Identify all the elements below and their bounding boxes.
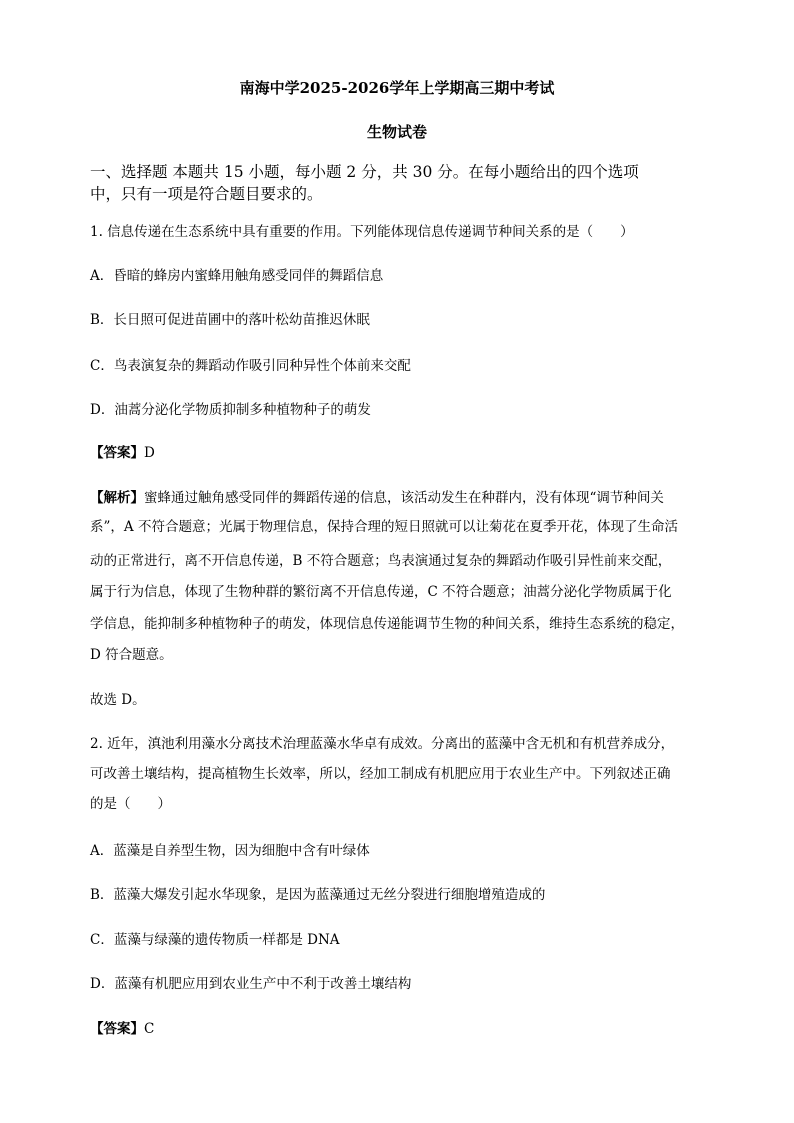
q1-answer-label: 【答案】	[90, 445, 144, 461]
q1-option-c: C．鸟表演复杂的舞蹈动作吸引同种异性个体前来交配	[90, 358, 411, 374]
section-instructions-line-1: 一、选择题 本题共 15 小题，每小题 2 分，共 30 分。在每小题给出的四个选项	[90, 163, 639, 181]
q2-stem-line-3: 的是（ ）	[90, 796, 171, 812]
exam-title: 南海中学2025-2026学年上学期高三期中考试	[239, 79, 555, 97]
q1-analysis-line-1	[90, 488, 710, 508]
q2-answer-label: 【答案】	[90, 1021, 144, 1037]
q1-option-a: A．昏暗的蜂房内蜜蜂用触角感受同伴的舞蹈信息	[90, 268, 384, 284]
q2-option-c: C．蓝藻与绿藻的遗传物质一样都是 DNA	[90, 932, 340, 948]
q1-analysis-line-5: 学信息，能抑制多种植物种子的萌发，体现信息传递能调节生物的种间关系，维持生态系统的稳定，	[90, 616, 684, 632]
q2-option-d: D．蓝藻有机肥应用到农业生产中不利于改善土壤结构	[90, 976, 412, 992]
q1-conclusion: 故选 D。	[90, 692, 146, 708]
q1-analysis-line-4: 属于行为信息，体现了生物种群的繁衍离不开信息传递，C 不符合题意；油蒿分泌化学物质属于化	[90, 584, 672, 600]
q1-analysis-line-6: D 符合题意。	[90, 647, 173, 663]
q1-answer	[90, 443, 710, 463]
subject-title: 生物试卷	[366, 123, 427, 141]
q2-stem-line-2: 可改善土壤结构，提高植物生长效率，所以，经加工制成有机肥应用于农业生产中。下列叙述正确	[90, 766, 671, 782]
q1-option-b: B．长日照可促进苗圃中的落叶松幼苗推迟休眠	[90, 312, 370, 328]
q2-answer	[90, 1019, 710, 1039]
q1-answer-value: D	[144, 445, 155, 461]
q1-analysis-label: 【解析】	[90, 490, 144, 506]
q2-answer-value: C	[144, 1021, 155, 1037]
q2-stem-line-1: 2. 近年，滇池利用藻水分离技术治理蓝藻水华卓有成效。分离出的蓝藻中含无机和有机营养成分，	[90, 736, 675, 752]
q1-analysis-line-3: 动的正常进行，离不开信息传递，B 不符合题意；鸟表演通过复杂的舞蹈动作吸引异性前来交配，	[90, 553, 672, 569]
q2-option-a: A．蓝藻是自养型生物，因为细胞中含有叶绿体	[90, 843, 370, 859]
q2-option-b: B．蓝藻大爆发引起水华现象，是因为蓝藻通过无丝分裂进行细胞增殖造成的	[90, 887, 546, 903]
section-instructions-line-2: 中，只有一项是符合题目要求的。	[90, 185, 323, 203]
q1-analysis-text-1: 蜜蜂通过触角感受同伴的舞蹈传递的信息，该活动发生在种群内，没有体现“调节种间关	[144, 490, 664, 506]
q1-stem: 1. 信息传递在生态系统中具有重要的作用。下列能体现信息传递调节种间关系的是（ ）	[90, 224, 634, 240]
q1-analysis-line-2: 系”，A 不符合题意；光属于物理信息，保持合理的短日照就可以让菊花在夏季开花，体现了生命活	[90, 519, 678, 535]
q1-option-d: D．油蒿分泌化学物质抑制多种植物种子的萌发	[90, 402, 371, 418]
